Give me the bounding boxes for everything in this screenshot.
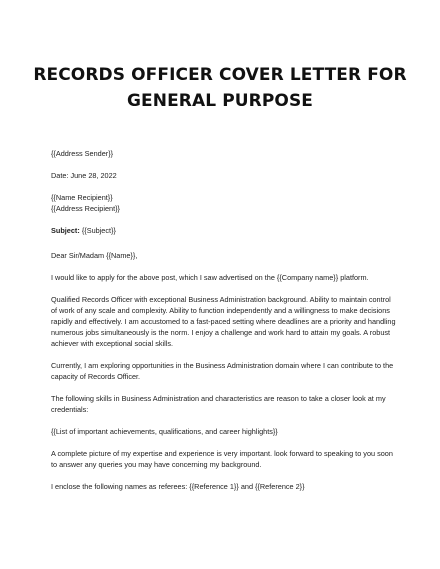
salutation: Dear Sir/Madam {{Name}}, bbox=[51, 251, 138, 260]
paragraph-achievements: {{List of important achievements, qualifications, and career highlights}} bbox=[51, 427, 278, 436]
address-sender: {{Address Sender}} bbox=[51, 149, 114, 158]
subject-value: {{Subject}} bbox=[79, 226, 116, 235]
paragraph-intro: I would like to apply for the above post, which I saw advertised on the {{Company name}} platform. bbox=[51, 273, 369, 282]
document-title bbox=[30, 62, 410, 114]
paragraph-closing: A complete picture of my expertise and experience is very important. look forward to speaking to you soon to answer any queries you may have concerning my background. bbox=[51, 449, 393, 469]
name-recipient: {{Name Recipient}} bbox=[51, 193, 113, 202]
subject-line bbox=[51, 225, 396, 236]
paragraph-references: I enclose the following names as referees: {{Reference 1}} and {{Reference 2}} bbox=[51, 482, 305, 491]
document-title-line-1: RECORDS OFFICER COVER LETTER FOR bbox=[33, 65, 407, 85]
subject-label: Subject: bbox=[51, 226, 80, 235]
letter-date: Date: June 28, 2022 bbox=[51, 171, 117, 180]
address-recipient: {{Address Recipient}} bbox=[51, 204, 120, 213]
paragraph-qualifications: Qualified Records Officer with exceptional Business Administration background. Ability to maintain control of work of any scale and complexity. Ability to function independently and a willingness to make decisions rapidly and effectively. I am accustomed to a fast-paced setting where deadlines are a priority and handling numerous jobs simultaneously is the norm. I enjoy a challenge and work hard to attain my goals. A robust achiever with exceptional social skills. bbox=[51, 295, 396, 348]
letter-body bbox=[51, 148, 396, 492]
document-title-line-2: GENERAL PURPOSE bbox=[126, 91, 314, 111]
paragraph-skills: The following skills in Business Administration and characteristics are reason to take a closer look at my credentials: bbox=[51, 394, 386, 414]
paragraph-opportunities: Currently, I am exploring opportunities in the Business Administration domain where I can contribute to the capacity of Records Officer. bbox=[51, 361, 394, 381]
